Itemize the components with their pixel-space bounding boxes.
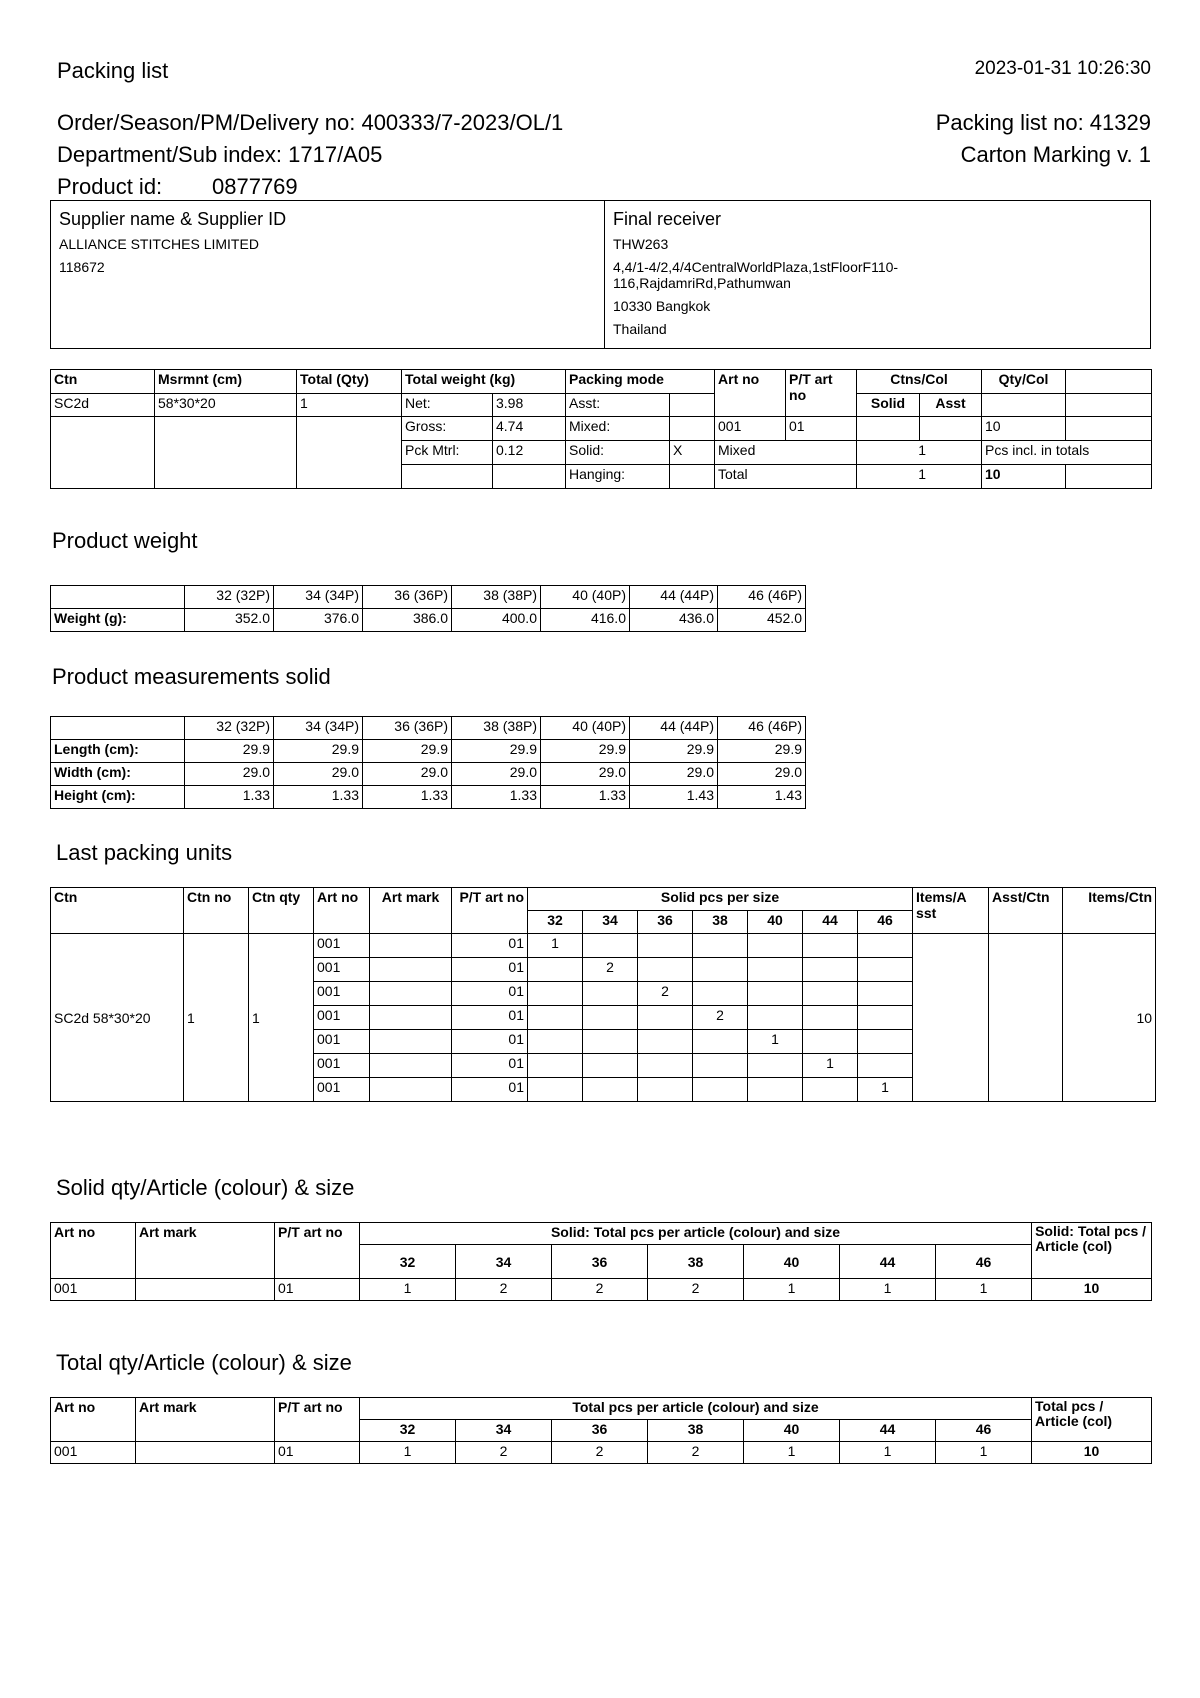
supplier-name: ALLIANCE STITCHES LIMITED — [59, 236, 259, 252]
carton-asst-label: Asst: — [566, 394, 670, 417]
last-units-qty-cell — [858, 1006, 913, 1030]
last-units-asst-ctn — [989, 934, 1063, 1102]
last-units-art-no: 001 — [314, 1078, 370, 1102]
last-units-qty-cell: 1 — [803, 1054, 858, 1078]
last-units-qty-cell: 2 — [583, 958, 638, 982]
carton-cell — [1066, 394, 1152, 417]
last-units-qty-cell — [858, 982, 913, 1006]
solid-qty-header-art-no: Art no — [51, 1223, 136, 1279]
last-units-qty-cell — [858, 1030, 913, 1054]
last-units-pt-art: 01 — [452, 1078, 528, 1102]
weight-value: 436.0 — [630, 609, 718, 632]
carton-header-solid: Solid — [857, 394, 920, 417]
total-qty-size-header: 44 — [840, 1420, 936, 1442]
carton-pck-label: Pck Mtrl: — [402, 441, 493, 465]
last-units-size-header: 40 — [748, 911, 803, 934]
last-units-qty-cell — [638, 934, 693, 958]
carton-cell — [920, 417, 982, 441]
last-units-qty-cell: 1 — [748, 1030, 803, 1054]
last-units-table — [50, 887, 1156, 1102]
last-units-pt-art: 01 — [452, 1006, 528, 1030]
weight-size-header: 32 (32P) — [185, 586, 274, 609]
total-qty-art: 001 — [51, 1442, 136, 1464]
length-value: 29.9 — [185, 740, 274, 763]
solid-qty-mark — [136, 1279, 275, 1301]
carton-header-qty-col: Qty/Col — [982, 370, 1066, 394]
last-units-art-no: 001 — [314, 1006, 370, 1030]
last-units-header-asst-ctn: Asst/Ctn — [989, 888, 1063, 934]
receiver-title: Final receiver — [613, 209, 722, 229]
carton-cell — [982, 394, 1066, 417]
last-units-qty-cell — [638, 1054, 693, 1078]
last-units-qty-cell — [583, 1078, 638, 1102]
last-units-qty-cell — [803, 1078, 858, 1102]
carton-table — [50, 369, 1152, 489]
document-title: Packing list — [57, 58, 169, 83]
carton-row-art-no: 001 — [715, 417, 786, 441]
solid-qty-value: 2 — [552, 1279, 648, 1301]
total-qty-total: 10 — [1032, 1442, 1152, 1464]
height-value: 1.43 — [630, 786, 718, 809]
last-units-qty-cell — [748, 934, 803, 958]
carton-header-ctns-col: Ctns/Col — [857, 370, 982, 394]
last-units-pt-art: 01 — [452, 958, 528, 982]
weight-size-header: 44 (44P) — [630, 586, 718, 609]
height-value: 1.33 — [541, 786, 630, 809]
weight-header-blank — [51, 586, 185, 609]
carton-header-total-weight: Total weight (kg) — [402, 370, 566, 394]
solid-qty-size-header: 40 — [744, 1245, 840, 1279]
last-units-qty-cell — [693, 1054, 748, 1078]
product-id-value: 0877769 — [212, 174, 298, 199]
last-units-header-ctn-no: Ctn no — [184, 888, 249, 934]
last-units-qty-cell — [528, 982, 583, 1006]
carton-total-label: Total — [715, 465, 857, 489]
width-value: 29.0 — [185, 763, 274, 786]
last-units-art-no: 001 — [314, 1030, 370, 1054]
last-units-qty-cell — [638, 1030, 693, 1054]
total-qty-size-header: 38 — [648, 1420, 744, 1442]
solid-qty-title: Solid qty/Article (colour) & size — [56, 1175, 355, 1200]
last-units-size-header: 36 — [638, 911, 693, 934]
last-units-qty-cell — [803, 958, 858, 982]
weight-value: 400.0 — [452, 609, 541, 632]
solid-qty-size-header: 38 — [648, 1245, 744, 1279]
carton-asst-value — [670, 394, 715, 417]
last-units-art-mark — [370, 958, 452, 982]
height-row-label: Height (cm): — [51, 786, 185, 809]
last-units-art-no: 001 — [314, 958, 370, 982]
total-qty-mark — [136, 1442, 275, 1464]
height-value: 1.33 — [185, 786, 274, 809]
carton-hanging-value — [670, 465, 715, 489]
carton-mixed-text: Mixed — [715, 441, 857, 465]
supplier-panel — [51, 201, 605, 348]
total-qty-value: 1 — [840, 1442, 936, 1464]
length-row-label: Length (cm): — [51, 740, 185, 763]
weight-value: 386.0 — [363, 609, 452, 632]
receiver-country: Thailand — [613, 321, 667, 337]
last-units-ctn: SC2d 58*30*20 — [51, 934, 184, 1102]
last-units-header-ctn: Ctn — [51, 888, 184, 934]
last-units-qty-cell — [528, 1006, 583, 1030]
last-units-header-art-mark: Art mark — [370, 888, 452, 934]
last-units-qty-cell — [858, 958, 913, 982]
last-units-size-header: 44 — [803, 911, 858, 934]
last-units-size-header: 32 — [528, 911, 583, 934]
product-weight-table — [50, 585, 806, 632]
carton-total-count: 1 — [857, 465, 982, 489]
carton-marking: Carton Marking v. 1 — [960, 142, 1151, 167]
last-units-art-mark — [370, 1030, 452, 1054]
total-qty-header-total: Total pcs / Article (col) — [1032, 1398, 1152, 1442]
solid-qty-value: 1 — [936, 1279, 1032, 1301]
total-qty-header-group: Total pcs per article (colour) and size — [360, 1398, 1032, 1420]
solid-qty-value: 2 — [648, 1279, 744, 1301]
weight-value: 416.0 — [541, 609, 630, 632]
total-qty-value: 1 — [744, 1442, 840, 1464]
last-units-header-art-no: Art no — [314, 888, 370, 934]
length-value: 29.9 — [718, 740, 806, 763]
total-qty-value: 1 — [936, 1442, 1032, 1464]
carton-header-pt-art: P/T art no — [786, 370, 857, 417]
last-units-qty-cell — [583, 934, 638, 958]
last-units-qty-cell — [693, 982, 748, 1006]
solid-qty-size-header: 44 — [840, 1245, 936, 1279]
measurements-size-header: 34 (34P) — [274, 717, 363, 740]
width-value: 29.0 — [363, 763, 452, 786]
receiver-code: THW263 — [613, 236, 669, 252]
total-qty-value: 2 — [552, 1442, 648, 1464]
last-units-header-ctn-qty: Ctn qty — [249, 888, 314, 934]
receiver-panel — [605, 201, 1152, 348]
last-units-qty-cell — [638, 958, 693, 982]
last-units-header-items-ctn: Items/Ctn — [1063, 888, 1156, 934]
carton-net: 3.98 — [493, 394, 566, 417]
carton-gross-label: Gross: — [402, 417, 493, 441]
carton-cell — [1066, 465, 1152, 489]
last-units-art-no: 001 — [314, 982, 370, 1006]
width-value: 29.0 — [274, 763, 363, 786]
solid-qty-header-pt-art: P/T art no — [275, 1223, 360, 1279]
solid-qty-table — [50, 1222, 1152, 1301]
solid-qty-value: 1 — [840, 1279, 936, 1301]
last-units-qty-cell — [748, 958, 803, 982]
last-units-art-mark — [370, 1054, 452, 1078]
packing-list-no: Packing list no: 41329 — [935, 110, 1151, 135]
total-qty-size-header: 32 — [360, 1420, 456, 1442]
total-qty-pt: 01 — [275, 1442, 360, 1464]
carton-pcs-incl: Pcs incl. in totals — [982, 441, 1152, 465]
carton-ctn: SC2d — [51, 394, 155, 417]
last-units-qty-cell — [583, 1030, 638, 1054]
last-units-art-no: 001 — [314, 934, 370, 958]
total-qty-size-header: 40 — [744, 1420, 840, 1442]
weight-value: 376.0 — [274, 609, 363, 632]
supplier-id: 118672 — [59, 259, 105, 275]
length-value: 29.9 — [274, 740, 363, 763]
weight-value: 352.0 — [185, 609, 274, 632]
last-units-art-mark — [370, 1078, 452, 1102]
length-value: 29.9 — [452, 740, 541, 763]
length-value: 29.9 — [541, 740, 630, 763]
last-units-qty-cell — [693, 958, 748, 982]
document-datetime: 2023-01-31 10:26:30 — [974, 58, 1151, 79]
last-units-qty-cell — [858, 934, 913, 958]
last-units-art-mark — [370, 934, 452, 958]
department-line: Department/Sub index: 1717/A05 — [57, 142, 383, 167]
measurements-size-header: 40 (40P) — [541, 717, 630, 740]
solid-qty-total: 10 — [1032, 1279, 1152, 1301]
receiver-address-line2: 116,RajdamriRd,Pathumwan — [613, 275, 791, 291]
solid-qty-art: 001 — [51, 1279, 136, 1301]
product-id-label: Product id: — [57, 174, 163, 199]
last-units-items-asst — [913, 934, 989, 1102]
total-qty-title: Total qty/Article (colour) & size — [56, 1350, 352, 1375]
carton-header-msrmnt: Msrmnt (cm) — [155, 370, 297, 394]
solid-qty-size-header: 34 — [456, 1245, 552, 1279]
carton-solid-label: Solid: — [566, 441, 670, 465]
solid-qty-size-header: 32 — [360, 1245, 456, 1279]
total-qty-value: 1 — [360, 1442, 456, 1464]
last-units-qty-cell — [528, 1030, 583, 1054]
last-units-pt-art: 01 — [452, 934, 528, 958]
solid-qty-header-total: Solid: Total pcs / Article (col) — [1032, 1223, 1152, 1279]
solid-qty-header-art-mark: Art mark — [136, 1223, 275, 1279]
height-value: 1.33 — [452, 786, 541, 809]
carton-net-label: Net: — [402, 394, 493, 417]
measurements-title: Product measurements solid — [52, 664, 331, 689]
last-units-qty-cell — [693, 1030, 748, 1054]
solid-qty-size-header: 46 — [936, 1245, 1032, 1279]
carton-header-art-no: Art no — [715, 370, 786, 417]
carton-gross: 4.74 — [493, 417, 566, 441]
carton-header-packing-mode: Packing mode — [566, 370, 715, 394]
last-units-row — [51, 934, 1156, 958]
carton-total-qty: 1 — [297, 394, 402, 417]
supplier-receiver-box — [50, 200, 1151, 349]
last-units-qty-cell — [693, 934, 748, 958]
carton-header-ctn: Ctn — [51, 370, 155, 394]
height-value: 1.33 — [363, 786, 452, 809]
solid-qty-value: 1 — [360, 1279, 456, 1301]
product-weight-title: Product weight — [52, 528, 198, 553]
last-units-qty-cell — [803, 1006, 858, 1030]
total-qty-value: 2 — [456, 1442, 552, 1464]
last-units-qty-cell — [748, 1078, 803, 1102]
last-units-qty-cell — [638, 1078, 693, 1102]
receiver-address-line1: 4,4/1-4/2,4/4CentralWorldPlaza,1stFloorF110- — [613, 259, 899, 275]
total-qty-size-header: 46 — [936, 1420, 1032, 1442]
last-units-size-header: 38 — [693, 911, 748, 934]
last-units-qty-cell — [748, 1054, 803, 1078]
carton-row-qty-col: 10 — [982, 417, 1066, 441]
total-qty-size-header: 36 — [552, 1420, 648, 1442]
weight-size-header: 38 (38P) — [452, 586, 541, 609]
measurements-size-header: 38 (38P) — [452, 717, 541, 740]
last-units-pt-art: 01 — [452, 982, 528, 1006]
last-units-qty-cell — [748, 982, 803, 1006]
width-value: 29.0 — [718, 763, 806, 786]
last-units-qty-cell — [803, 1030, 858, 1054]
carton-header-total-qty: Total (Qty) — [297, 370, 402, 394]
last-units-art-mark — [370, 1006, 452, 1030]
last-units-qty-cell: 2 — [693, 1006, 748, 1030]
last-units-pt-art: 01 — [452, 1030, 528, 1054]
weight-size-header: 46 (46P) — [718, 586, 806, 609]
measurements-table — [50, 716, 806, 809]
carton-cell — [857, 417, 920, 441]
last-units-pt-art: 01 — [452, 1054, 528, 1078]
carton-cell — [1066, 417, 1152, 441]
last-units-qty-cell — [803, 982, 858, 1006]
supplier-title: Supplier name & Supplier ID — [59, 209, 287, 229]
last-units-items-ctn: 10 — [1063, 934, 1156, 1102]
last-units-art-no: 001 — [314, 1054, 370, 1078]
last-units-qty-cell — [693, 1078, 748, 1102]
last-units-qty-cell: 1 — [528, 934, 583, 958]
last-units-qty-cell — [583, 1006, 638, 1030]
last-units-qty-cell — [528, 1078, 583, 1102]
solid-qty-value: 2 — [456, 1279, 552, 1301]
last-units-size-header: 34 — [583, 911, 638, 934]
carton-header-blank — [1066, 370, 1152, 394]
last-units-qty-cell — [748, 1006, 803, 1030]
measurements-size-header: 46 (46P) — [718, 717, 806, 740]
carton-solid-mark: X — [670, 441, 715, 465]
carton-mixed-count: 1 — [857, 441, 982, 465]
weight-value: 452.0 — [718, 609, 806, 632]
length-value: 29.9 — [630, 740, 718, 763]
total-qty-size-header: 34 — [456, 1420, 552, 1442]
width-value: 29.0 — [452, 763, 541, 786]
receiver-city: 10330 Bangkok — [613, 298, 711, 314]
last-units-qty-cell: 1 — [858, 1078, 913, 1102]
last-units-qty-cell: 2 — [638, 982, 693, 1006]
last-units-art-mark — [370, 982, 452, 1006]
height-value: 1.33 — [274, 786, 363, 809]
weight-row-label: Weight (g): — [51, 609, 185, 632]
last-units-ctn-no: 1 — [184, 934, 249, 1102]
last-units-qty-cell — [528, 1054, 583, 1078]
total-qty-value: 2 — [648, 1442, 744, 1464]
width-value: 29.0 — [541, 763, 630, 786]
carton-pck: 0.12 — [493, 441, 566, 465]
carton-cell — [155, 417, 297, 489]
width-row-label: Width (cm): — [51, 763, 185, 786]
solid-qty-value: 1 — [744, 1279, 840, 1301]
carton-cell — [493, 465, 566, 489]
last-units-qty-cell — [583, 1054, 638, 1078]
carton-msrmnt: 58*30*20 — [155, 394, 297, 417]
width-value: 29.0 — [630, 763, 718, 786]
last-units-title: Last packing units — [56, 840, 233, 865]
weight-size-header: 34 (34P) — [274, 586, 363, 609]
total-qty-table — [50, 1397, 1152, 1464]
measurements-size-header: 44 (44P) — [630, 717, 718, 740]
carton-mixed-value — [670, 417, 715, 441]
last-units-header-solid-pcs: Solid pcs per size — [528, 888, 913, 911]
length-value: 29.9 — [363, 740, 452, 763]
total-qty-header-art-no: Art no — [51, 1398, 136, 1442]
carton-total-qty-col: 10 — [982, 465, 1066, 489]
total-qty-header-pt-art: P/T art no — [275, 1398, 360, 1442]
carton-header-asst: Asst — [920, 394, 982, 417]
solid-qty-header-group: Solid: Total pcs per article (colour) and size — [360, 1223, 1032, 1245]
last-units-size-header: 46 — [858, 911, 913, 934]
total-qty-header-art-mark: Art mark — [136, 1398, 275, 1442]
height-value: 1.43 — [718, 786, 806, 809]
measurements-size-header: 36 (36P) — [363, 717, 452, 740]
last-units-qty-cell — [528, 958, 583, 982]
last-units-header-pt-art: P/T art no — [452, 888, 528, 934]
weight-size-header: 40 (40P) — [541, 586, 630, 609]
carton-row-pt-art: 01 — [786, 417, 857, 441]
last-units-qty-cell — [583, 982, 638, 1006]
carton-cell — [402, 465, 493, 489]
carton-cell — [297, 417, 402, 489]
last-units-qty-cell — [638, 1006, 693, 1030]
carton-hanging-label: Hanging: — [566, 465, 670, 489]
measurements-header-blank — [51, 717, 185, 740]
measurements-size-header: 32 (32P) — [185, 717, 274, 740]
carton-cell — [51, 417, 155, 489]
carton-mixed-label: Mixed: — [566, 417, 670, 441]
weight-size-header: 36 (36P) — [363, 586, 452, 609]
order-line: Order/Season/PM/Delivery no: 400333/7-2023/OL/1 — [57, 110, 564, 135]
last-units-ctn-qty: 1 — [249, 934, 314, 1102]
solid-qty-size-header: 36 — [552, 1245, 648, 1279]
last-units-header-items-asst: Items/A sst — [913, 888, 989, 934]
last-units-qty-cell — [803, 934, 858, 958]
last-units-qty-cell — [858, 1054, 913, 1078]
solid-qty-pt: 01 — [275, 1279, 360, 1301]
